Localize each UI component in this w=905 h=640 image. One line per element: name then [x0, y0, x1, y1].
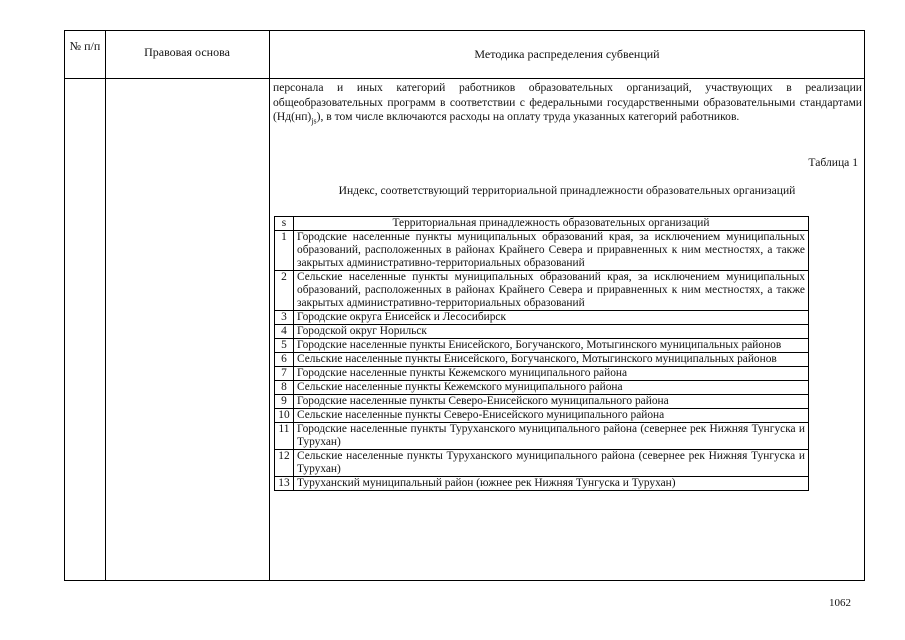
row-territory: Городские округа Енисейск и Лесосибирск: [294, 311, 809, 325]
row-territory: Городские населенные пункты Кежемского муниципального района: [294, 367, 809, 381]
row-territory: Сельские населенные пункты Кежемского муниципального района: [294, 381, 809, 395]
header-methodology: Методика распределения субвенций: [474, 47, 660, 61]
table-row: [275, 477, 809, 491]
paragraph-subscript: js: [311, 116, 317, 126]
row-territory: Туруханский муниципальный район (южнее рек Нижняя Тунгуска и Турухан): [294, 477, 809, 491]
row-index: 5: [275, 339, 294, 353]
page-number: 1062: [829, 597, 851, 609]
table-row: [275, 271, 809, 311]
row-index: 2: [275, 271, 294, 311]
column-divider: [105, 31, 106, 580]
index-table-header: [275, 217, 809, 231]
row-index: 7: [275, 367, 294, 381]
row-territory: Сельские населенные пункты Северо-Енисейского муниципального района: [294, 409, 809, 423]
row-index: 8: [275, 381, 294, 395]
outer-table: [64, 30, 865, 581]
col-s-header: s: [275, 217, 294, 231]
row-territory: Городские населенные пункты Енисейского, Богучанского, Мотыгинского муниципальных районов: [294, 339, 809, 353]
table-row: [275, 367, 809, 381]
row-index: 11: [275, 423, 294, 450]
col-territory-header: Территориальная принадлежность образовательных организаций: [294, 217, 809, 231]
row-territory: Сельские населенные пункты Туруханского муниципального района (севернее рек Нижняя Тунгуска и Турухан): [294, 450, 809, 477]
row-index: 13: [275, 477, 294, 491]
row-index: 4: [275, 325, 294, 339]
table-caption: Таблица 1: [808, 156, 858, 169]
table-row: [275, 231, 809, 271]
row-territory: Городской округ Норильск: [294, 325, 809, 339]
row-territory: Сельские населенные пункты Енисейского, Богучанского, Мотыгинского муниципальных районов: [294, 353, 809, 367]
body-paragraph: [273, 81, 862, 129]
row-index: 10: [275, 409, 294, 423]
row-index: 3: [275, 311, 294, 325]
row-index: 1: [275, 231, 294, 271]
header-legal-basis: Правовая основа: [144, 45, 230, 59]
table-row: [275, 339, 809, 353]
column-divider: [269, 31, 270, 580]
paragraph-text-1: персонала и иных категорий работников образовательных организаций, участвующих в реализации общеобразовательных программ в соответствии с федеральными государственными образовательными стандартами (Нд(нп): [273, 81, 862, 124]
row-index: 12: [275, 450, 294, 477]
table-row: [275, 353, 809, 367]
table-title: Индекс, соответствующий территориальной принадлежности образовательных организаций: [338, 184, 796, 197]
table-row: [275, 423, 809, 450]
row-territory: Городские населенные пункты Туруханского муниципального района (севернее рек Нижняя Тунгуска и Турухан): [294, 423, 809, 450]
table-row: [275, 325, 809, 339]
header-number: № п/п: [69, 39, 101, 53]
row-territory: Сельские населенные пункты муниципальных образований края, за исключением муниципальных образований, расположенных в районах Крайнего Севера и приравненных к ним местностях, а также закрытых административно-территориальных образований: [294, 271, 809, 311]
table-row: [275, 311, 809, 325]
row-index: 9: [275, 395, 294, 409]
table-row: [275, 409, 809, 423]
row-territory: Городские населенные пункты Северо-Енисейского муниципального района: [294, 395, 809, 409]
row-territory: Городские населенные пункты муниципальных образований края, за исключением муниципальных образований, расположенных в районах Крайнего Севера и приравненных к ним местностях, а также закрытых административно-территориальных образований: [294, 231, 809, 271]
paragraph-text-2: ), в том числе включаются расходы на оплату труда указанных категорий работников.: [316, 110, 740, 124]
table-row: [275, 450, 809, 477]
table-row: [275, 395, 809, 409]
index-table: [274, 216, 809, 491]
header-divider: [65, 78, 864, 79]
table-row: [275, 381, 809, 395]
row-index: 6: [275, 353, 294, 367]
